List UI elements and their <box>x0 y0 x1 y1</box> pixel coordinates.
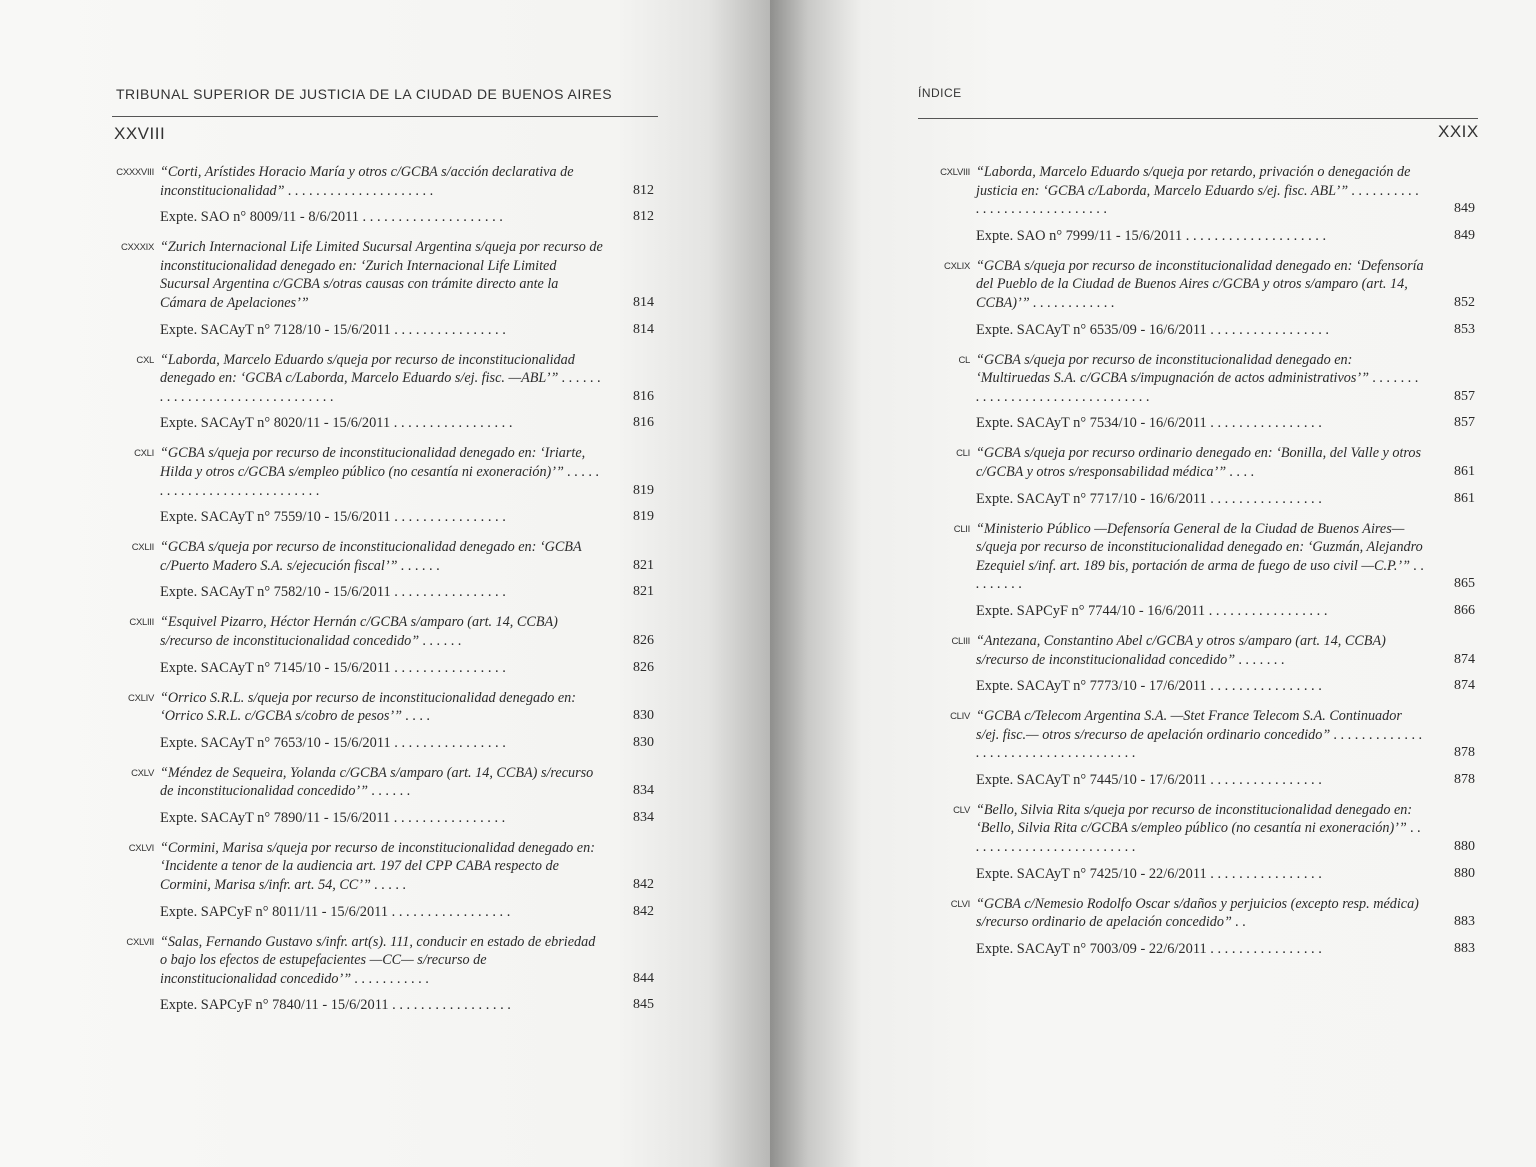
case-title-text: “Laborda, Marcelo Eduardo s/queja por retardo, privación o denegación de justicia en: ‘GCBA c/Laborda, Marcelo Eduardo s/ej. fisc. ABL’” . . . . . . . . . . . . . . . . . . . . . . . . . . . . . <box>976 164 1420 218</box>
file-reference <box>160 659 654 677</box>
file-reference <box>160 809 654 827</box>
index-entry <box>920 163 1475 257</box>
page-number: 878 <box>1454 771 1475 787</box>
entry-number: CLVI <box>950 898 970 910</box>
file-reference <box>976 227 1475 245</box>
index-entry <box>920 895 1475 970</box>
case-title <box>976 707 1475 763</box>
page-number: 834 <box>633 783 654 799</box>
index-entry <box>104 933 654 1027</box>
case-title-text: “GCBA c/Telecom Argentina S.A. —Stet France Telecom S.A. Continuador s/ej. fisc.— otros s/recurso de apelación ordinario concedido” . . . . . . . . . . . . . . . . . . . . . . . . . . . . . . . . . . . . <box>976 708 1423 762</box>
page-number: 849 <box>1454 201 1475 217</box>
page-number: 819 <box>633 482 654 498</box>
page-number: 816 <box>633 415 654 431</box>
page-number: 830 <box>633 734 654 750</box>
page-number: 866 <box>1454 602 1475 618</box>
page-number: 812 <box>633 209 654 225</box>
case-title-text: “Laborda, Marcelo Eduardo s/queja por recurso de inconstitucionalidad denegado en: ‘GCBA c/Laborda, Marcelo Eduardo s/ej. fisc. —ABL’” . . . . . . . . . . . . . . . . . . . . . . . . . . . . . . . <box>160 351 601 405</box>
case-title-text: “Salas, Fernando Gustavo s/infr. art(s). 111, conducir en estado de ebriedad o bajo los efectos de estupefacientes —CC— s/recurso de inconstitucionalidad concedido’” . . . . . . . . . . . <box>160 933 596 987</box>
index-entry <box>104 538 654 613</box>
page-number: 861 <box>1454 463 1475 479</box>
page-folio: XXIX <box>1438 122 1479 141</box>
case-title-text: “Zurich Internacional Life Limited Sucursal Argentina s/queja por recurso de inconstitucionalidad denegado en: ‘Zurich Internacional Life Limited Sucursal Argentina c/GCBA s/otras causas con trámite directo ante la Cámara de Apelaciones’” <box>160 239 603 311</box>
page-number: 844 <box>633 970 654 986</box>
case-title-text: “GCBA s/queja por recurso de inconstitucionalidad denegado en: ‘Iriarte, Hilda y otros c/GCBA s/empleo público (no cesantía ni exoneración)’” . . . . . . . . . . . . . . . . . . . . . . . . . . . . <box>160 445 600 499</box>
page-number: 821 <box>633 584 654 600</box>
case-title <box>976 632 1475 669</box>
file-reference-text: Expte. SAO n° 7999/11 - 15/6/2011 . . . . . . . . . . . . . . . . . . . . <box>976 227 1327 244</box>
file-reference-text: Expte. SACAyT n° 7445/10 - 17/6/2011 . . . . . . . . . . . . . . . . <box>976 771 1322 788</box>
page-folio: XXVIII <box>114 124 166 143</box>
case-title <box>160 689 654 726</box>
page-number: 874 <box>1454 651 1475 667</box>
file-reference <box>160 996 654 1014</box>
index-entries <box>104 163 654 1026</box>
page-number: 880 <box>1454 865 1475 881</box>
page-number: 883 <box>1454 914 1475 930</box>
file-reference-text: Expte. SACAyT n° 7653/10 - 15/6/2011 . . . . . . . . . . . . . . . . <box>160 734 506 751</box>
page-number: 816 <box>633 388 654 404</box>
page-number: 830 <box>633 708 654 724</box>
file-reference <box>976 602 1475 620</box>
file-reference-text: Expte. SACAyT n° 7003/09 - 22/6/2011 . . . . . . . . . . . . . . . . <box>976 940 1322 957</box>
entry-number: CLII <box>953 523 970 535</box>
entry-number: CXLI <box>134 448 154 460</box>
entry-number: CXXXVIII <box>116 167 154 178</box>
case-title <box>976 520 1475 594</box>
case-title-text: “Bello, Silvia Rita s/queja por recurso de inconstitucionalidad denegado en: ‘Bello, Silvia Rita c/GCBA s/empleo público (no cesantía ni exoneración)’” . . . . . . . . . . . . . . . . . . . . . . . . . <box>976 801 1421 856</box>
index-entry <box>104 444 654 538</box>
page-number: 857 <box>1454 388 1475 404</box>
entry-number: CXXXIX <box>120 242 154 254</box>
file-reference <box>976 865 1475 883</box>
case-title-text: “Antezana, Constantino Abel c/GCBA y otros s/amparo (art. 14, CCBA) s/recurso de inconstitucionalidad concedido” . . . . . . . <box>976 632 1386 668</box>
entry-number: CXLIII <box>129 617 154 629</box>
page-number: 812 <box>633 182 654 198</box>
file-reference <box>160 208 654 226</box>
case-title <box>160 351 654 407</box>
index-entry <box>104 351 654 445</box>
index-entry <box>920 801 1475 895</box>
right-page <box>770 0 1536 1167</box>
index-entry <box>920 351 1475 445</box>
file-reference-text: Expte. SAPCyF n° 7744/10 - 16/6/2011 . . . . . . . . . . . . . . . . . <box>976 602 1328 619</box>
case-title-text: “Cormini, Marisa s/queja por recurso de inconstitucionalidad denegado en: ‘Incidente a tenor de la audiencia art. 197 del CPP CABA respecto de Cormini, Marisa s/infr. art. 54, CC’” . . . . . <box>160 839 595 894</box>
index-entry <box>104 238 654 350</box>
page-number: 852 <box>1454 294 1475 310</box>
file-reference-text: Expte. SACAyT n° 7425/10 - 22/6/2011 . . . . . . . . . . . . . . . . <box>976 865 1322 882</box>
file-reference-text: Expte. SACAyT n° 6535/09 - 16/6/2011 . . . . . . . . . . . . . . . . . <box>976 321 1330 338</box>
page-number: 861 <box>1454 490 1475 506</box>
file-reference <box>976 414 1475 432</box>
page-number: 853 <box>1454 321 1475 337</box>
page-number: 878 <box>1454 745 1475 761</box>
case-title-text: “GCBA s/queja por recurso de inconstitucionalidad denegado en: ‘GCBA c/Puerto Madero S.A. s/ejecución fiscal’” . . . . . . <box>160 539 582 574</box>
page-number: 874 <box>1454 678 1475 694</box>
entry-number: CXLV <box>131 767 154 779</box>
file-reference <box>976 940 1475 958</box>
index-entry <box>104 764 654 839</box>
file-reference-text: Expte. SAPCyF n° 7840/11 - 15/6/2011 . . . . . . . . . . . . . . . . . <box>160 997 511 1014</box>
file-reference <box>160 414 654 432</box>
index-entry <box>920 632 1475 707</box>
page-number: 845 <box>633 997 654 1013</box>
case-title <box>976 801 1475 857</box>
case-title-text: “Corti, Arístides Horacio María y otros c/GCBA s/acción declarativa de inconstitucionalidad” . . . . . . . . . . . . . . . . . . . . . <box>160 164 574 199</box>
page-number: 819 <box>633 509 654 525</box>
case-title <box>160 538 654 575</box>
entry-number: CLIV <box>950 711 970 723</box>
entry-number: CLI <box>956 448 970 460</box>
index-entry <box>920 257 1475 351</box>
index-entry <box>920 444 1475 519</box>
entry-number: CLIII <box>951 635 970 647</box>
file-reference-text: Expte. SACAyT n° 7582/10 - 15/6/2011 . . . . . . . . . . . . . . . . <box>160 584 506 601</box>
header-rule <box>918 118 1478 119</box>
case-title <box>160 839 654 895</box>
file-reference <box>160 508 654 526</box>
entry-number: CXLIV <box>128 692 154 704</box>
file-reference-text: Expte. SAO n° 8009/11 - 8/6/2011 . . . . . . . . . . . . . . . . . . . . <box>160 209 503 226</box>
index-entry <box>920 707 1475 801</box>
case-title <box>976 444 1475 481</box>
file-reference <box>160 321 654 339</box>
case-title-text: “GCBA s/queja por recurso ordinario denegado en: ‘Bonilla, del Valle y otros c/GCBA y otros s/responsabilidad médica’” . . . . <box>976 445 1422 480</box>
case-title <box>160 163 654 200</box>
case-title <box>976 351 1475 407</box>
index-entry <box>104 839 654 933</box>
case-title <box>976 163 1475 219</box>
file-reference-text: Expte. SACAyT n° 7145/10 - 15/6/2011 . . . . . . . . . . . . . . . . <box>160 659 506 676</box>
case-title-text: “GCBA s/queja por recurso de inconstitucionalidad denegado en: ‘Defensoría del Pueblo de la Ciudad de Buenos Aires c/GCBA y otros s/amparo (art. 14, CCBA)’” . . . . . . . . . . . . <box>976 257 1424 311</box>
page-number: 849 <box>1454 227 1475 243</box>
file-reference-text: Expte. SACAyT n° 7773/10 - 17/6/2011 . . . . . . . . . . . . . . . . <box>976 678 1322 695</box>
file-reference-text: Expte. SACAyT n° 7890/11 - 15/6/2011 . . . . . . . . . . . . . . . . <box>160 809 506 826</box>
page-number: 857 <box>1454 415 1475 431</box>
case-title <box>976 895 1475 932</box>
file-reference <box>160 903 654 921</box>
entry-number: CXLIX <box>944 260 970 272</box>
file-reference <box>160 583 654 601</box>
case-title-text: “Méndez de Sequeira, Yolanda c/GCBA s/amparo (art. 14, CCBA) s/recurso de inconstitucionalidad concedido’” . . . . . . <box>160 764 594 800</box>
page-number: 834 <box>633 809 654 825</box>
header-rule <box>112 116 658 117</box>
file-reference-text: Expte. SACAyT n° 7559/10 - 15/6/2011 . . . . . . . . . . . . . . . . <box>160 509 506 526</box>
file-reference <box>976 321 1475 339</box>
entry-number: CXLVII <box>126 936 154 948</box>
case-title-text: “Ministerio Público —Defensoría General de la Ciudad de Buenos Aires— s/queja por recurso de inconstitucionalidad denegado en: ‘Guzmán, Alejandro Ezequiel s/inf. art. 189 bis, portación de arma de fuego de uso civil —C.P.’” . . . . . . . . . <box>976 520 1425 593</box>
file-reference-text: Expte. SACAyT n° 7128/10 - 15/6/2011 . . . . . . . . . . . . . . . . <box>160 321 506 338</box>
entry-number: CLV <box>953 804 970 816</box>
entry-number: CXLVI <box>128 842 154 854</box>
case-title-text: “Esquivel Pizarro, Héctor Hernán c/GCBA s/amparo (art. 14, CCBA) s/recurso de inconstitucionalidad concedido” . . . . . . <box>160 614 558 649</box>
page-number: 883 <box>1454 940 1475 956</box>
case-title <box>160 764 654 801</box>
index-entries <box>920 163 1475 970</box>
file-reference-text: Expte. SAPCyF n° 8011/11 - 15/6/2011 . . . . . . . . . . . . . . . . . <box>160 903 511 920</box>
page-number: 814 <box>633 294 654 310</box>
page-number: 842 <box>633 877 654 893</box>
case-title-text: “GCBA s/queja por recurso de inconstitucionalidad denegado en: ‘Multiruedas S.A. c/GCBA s/impugnación de actos administrativos’” . . . . . . . . . . . . . . . . . . . . . . . . . . . . . . . . <box>976 351 1419 405</box>
case-title-text: “GCBA c/Nemesio Rodolfo Oscar s/daños y perjuicios (excepto resp. médica) s/recurso ordinario de apelación concedido” . . <box>976 895 1419 931</box>
page-number: 814 <box>633 321 654 337</box>
index-entry <box>104 689 654 764</box>
page-number: 880 <box>1454 839 1475 855</box>
index-entry <box>104 163 654 238</box>
running-header: ÍNDICE <box>918 86 962 100</box>
entry-number: CXLVIII <box>940 167 970 178</box>
page-number: 826 <box>633 659 654 675</box>
case-title <box>160 933 654 989</box>
file-reference <box>976 677 1475 695</box>
page-number: 865 <box>1454 576 1475 592</box>
file-reference <box>976 490 1475 508</box>
file-reference-text: Expte. SACAyT n° 8020/11 - 15/6/2011 . . . . . . . . . . . . . . . . . <box>160 415 513 432</box>
entry-number: CXLII <box>131 542 154 554</box>
running-header: TRIBUNAL SUPERIOR DE JUSTICIA DE LA CIUDAD DE BUENOS AIRES <box>116 86 613 102</box>
file-reference-text: Expte. SACAyT n° 7717/10 - 16/6/2011 . . . . . . . . . . . . . . . . <box>976 490 1322 507</box>
page-number: 842 <box>633 903 654 919</box>
index-entry <box>920 520 1475 632</box>
file-reference <box>976 771 1475 789</box>
case-title <box>160 444 654 500</box>
case-title <box>160 238 654 312</box>
index-entry <box>104 613 654 688</box>
entry-number: CXL <box>136 354 154 366</box>
page-number: 826 <box>633 632 654 648</box>
file-reference-text: Expte. SACAyT n° 7534/10 - 16/6/2011 . . . . . . . . . . . . . . . . <box>976 415 1322 432</box>
entry-number: CL <box>958 354 970 366</box>
case-title <box>160 613 654 650</box>
case-title-text: “Orrico S.R.L. s/queja por recurso de inconstitucionalidad denegado en: ‘Orrico S.R.L. c/GCBA s/cobro de pesos’” . . . . <box>160 689 576 725</box>
case-title <box>976 257 1475 313</box>
page-number: 821 <box>633 557 654 573</box>
file-reference <box>160 734 654 752</box>
